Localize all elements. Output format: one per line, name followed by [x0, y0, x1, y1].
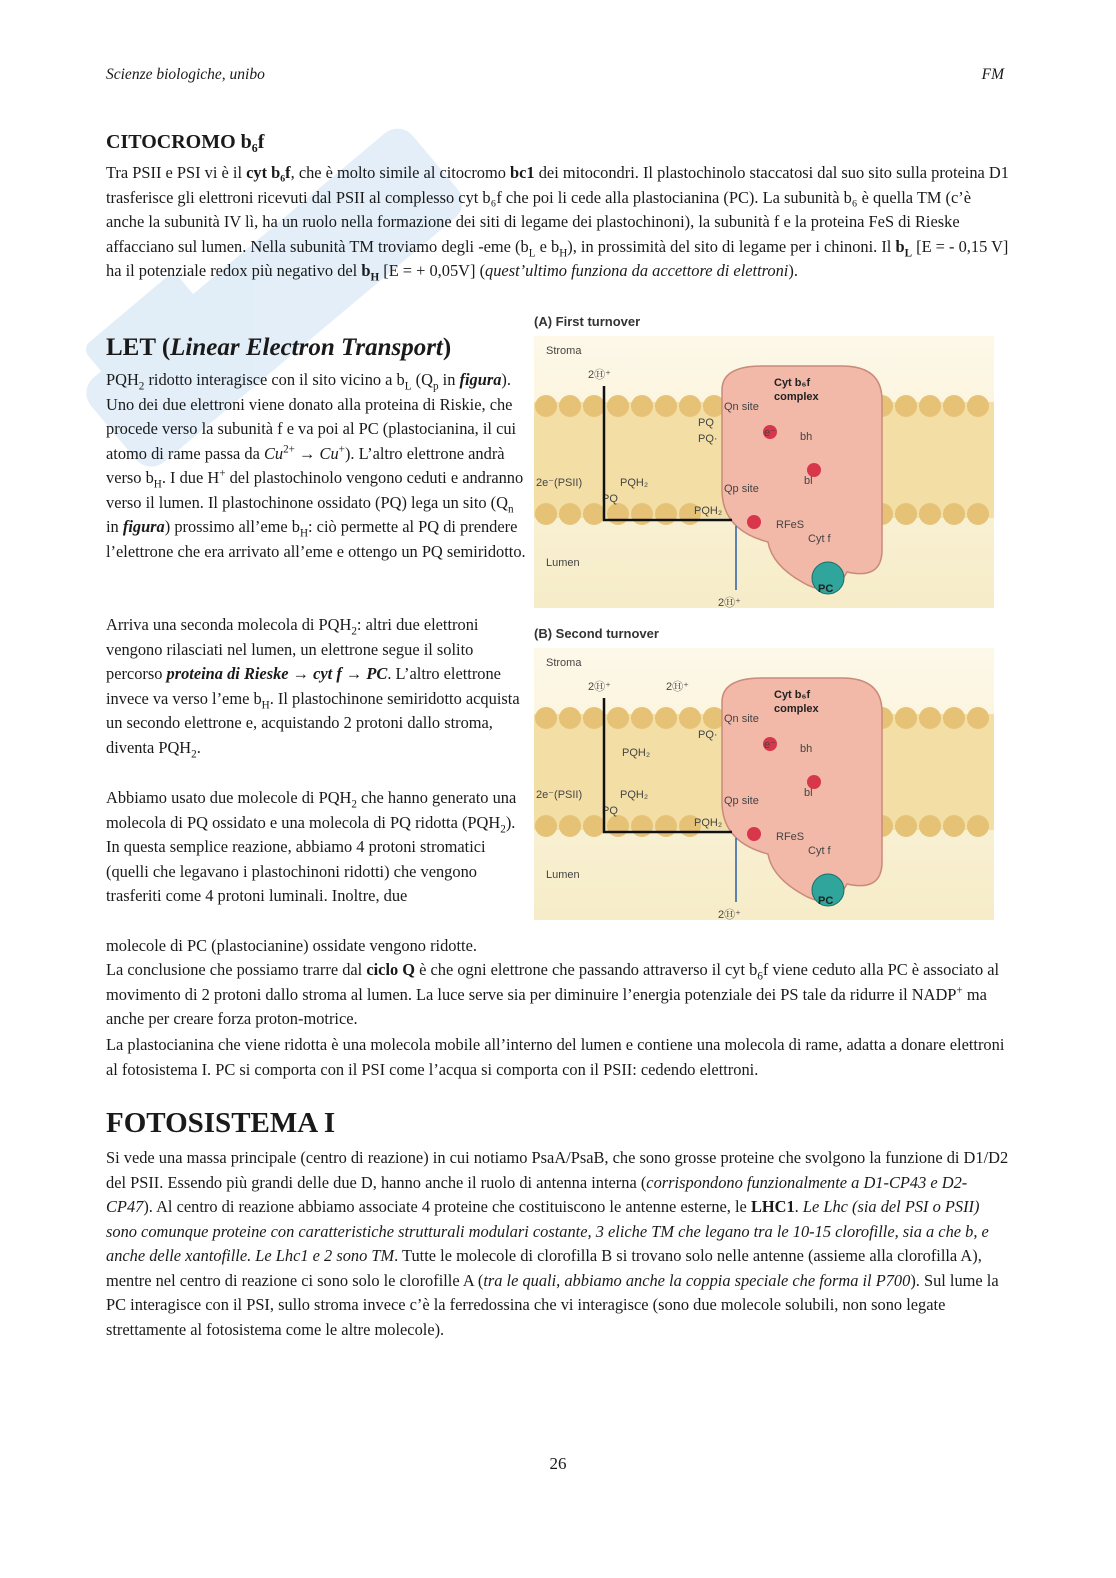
lumen-label-a: Lumen	[546, 557, 580, 569]
pq-label-a2: PQ	[602, 493, 618, 505]
pqdot-label-b: PQ·	[698, 729, 718, 741]
page-number: 26	[549, 1454, 567, 1473]
panel-a-label: (A) First turnover	[534, 314, 641, 329]
pqh2-label-a: PQH₂	[620, 477, 649, 489]
stroma-label-b: Stroma	[546, 657, 582, 669]
psii-label-a: 2e⁻(PSII)	[536, 477, 583, 489]
paragraph-let-3: Abbiamo usato due molecole di $PQH_2$ che hanno generato una molecola di PQ ossidato e una molecola di PQ ridotta $(PQH_2)$. In questa semplice reazione, abbiamo 4 protoni stromatici (quelli che legavano i plastochinoni ridotti) che vengono trasferiti come 4 protoni luminali. Inoltre, due	[106, 788, 517, 905]
complex-label-a2: complex	[774, 391, 819, 403]
bh-label-b: bh	[800, 743, 813, 755]
pq-label-a: PQ	[698, 417, 714, 429]
pc-label-a: PC	[818, 583, 834, 595]
h2-bottom-b: 2Ⓗ⁺	[718, 909, 741, 921]
bl-label-b: bl	[804, 787, 813, 799]
pqh2-label-b: PQH₂	[622, 747, 651, 759]
lumen-label-b: Lumen	[546, 869, 580, 881]
paragraph-let-3b: molecole di PC (plastocianine) ossidate vengono ridotte.	[106, 936, 477, 955]
h2-top-b1: 2Ⓗ⁺	[588, 681, 611, 693]
pqdot-label-a: PQ·	[698, 433, 718, 445]
complex-label-a1: Cyt b₆f	[774, 377, 811, 389]
complex-label-b2: complex	[774, 703, 819, 715]
e-label-b: e⁻	[764, 739, 776, 751]
qn-label-a: Qn site	[724, 401, 759, 413]
pqh2-label-b3: PQH₂	[694, 817, 723, 829]
pqh2-label-a2: PQH₂	[694, 505, 723, 517]
e-label-a: e⁻	[764, 427, 776, 439]
section-title-citocromo: CITOCROMO b₆f	[106, 131, 265, 153]
panel-b-label: (B) Second turnover	[534, 626, 659, 641]
h2-bottom-a: 2Ⓗ⁺	[718, 597, 741, 609]
paragraph-let-5: La plastocianina che viene ridotta è una molecola mobile all’interno del lumen e contiene una molecola di rame, adatta a donare elettroni al fotosistema I. PC si comporta con il PSI come l’acqua si comporta con il PSII: cedendo elettroni.	[106, 1035, 1005, 1079]
paragraph-fotosistema: Si vede una massa principale (centro di reazione) in cui notiamo PsaA/PsaB, che sono grosse proteine che svolgono la funzione di D1/D2 del PSII. Essendo più grandi delle due D, hanno anche il ruolo di antenna interna (corrispondono funzionalmente a D1-CP43 e D2-CP47). Al centro di reazione abbiamo associate 4 proteine che costituiscono le antenne esterne, le LHC1. Le Lhc (sia del PSI o PSII) sono comunque proteine con caratteristiche strutturali modulari costante, 3 eliche TM che legano tra le 10-15 clorofille, sia a che b, e anche delle xantofille. Le Lhc1 e 2 sono TM. Tutte le molecole di clorofilla B si trovano solo nelle antenne (assieme alla clorofilla A), mentre nel centro di reazione ci sono solo le clorofille A (tra le quali, abbiamo anche la coppia speciale che forma il P700). Sul lume la PC interagisce con il PSI, sullo stroma invece c’è la ferredossina che vi interagisce (sono due molecole solubili, non sono legate strettamente al fotosistema come le altre molecole).	[106, 1148, 1009, 1339]
bh-label-a: bh	[800, 431, 813, 443]
pc-label-b: PC	[818, 895, 834, 907]
pq-label-b: PQ	[602, 805, 618, 817]
complex-label-b1: Cyt b₆f	[774, 689, 811, 701]
qp-label-a: Qp site	[724, 483, 759, 495]
cytb6f-figure	[532, 310, 994, 930]
paragraph-let-4: La conclusione che possiamo trarre dal ciclo Q è che ogni elettrone che passando attraverso il cyt $b_6f$ viene ceduto alla PC è associato al movimento di 2 protoni dallo stroma al lumen. La luce serve sia per diminuire l’energia potenziale dei PS tale da ridurre il NADP+ ma anche per creare forza proton-motrice.	[106, 960, 1000, 1028]
psii-label-b: 2e⁻(PSII)	[536, 789, 583, 801]
pqh2-label-b2: PQH₂	[620, 789, 649, 801]
rfes-label-a: RFeS	[776, 519, 805, 531]
section-title-fotosistema: FOTOSISTEMA I	[106, 1107, 336, 1139]
paragraph-let-2: Arriva una seconda molecola di $PQH_2$: altri due elettroni vengono rilasciati nel lumen, un elettrone segue il solito percorso proteina di Rieske → cyt f → PC. L’altro elettrone invece va verso l’eme $b_H$. Il plastochinone semiridotto acquista un secondo elettrone e, acquistando 2 protoni dallo stroma, diventa $PQH_2$.	[106, 615, 520, 760]
bl-label-a: bl	[804, 475, 813, 487]
qn-label-b: Qn site	[724, 713, 759, 725]
h2-top-a: 2Ⓗ⁺	[588, 369, 611, 381]
header-right: FM	[981, 66, 1004, 83]
h2-top-b2: 2Ⓗ⁺	[666, 681, 689, 693]
cytf-label-a: Cyt f	[808, 533, 831, 545]
section-title-let: LET (Linear Electron Transport)	[106, 334, 452, 361]
qp-label-b: Qp site	[724, 795, 759, 807]
paragraph-let-1: $PQH_2$ ridotto interagisce con il sito vicino a $b_L$ ($Q_p$ in figura). Uno dei due elettroni viene donato alla proteina di Riskie, che procede verso la subunità f e va poi al PC (plastocianina, il cui atomo di rame passa da $Cu^{2+} \to Cu^+$). L’altro elettrone andrà verso $b_H$. I due H+ del plastochinolo vengono ceduti e andranno verso il lumen. Il plastochinone ossidato (PQ) lega un sito ($Q_n$ in figura) prossimo all’eme $b_H$: ciò permette al PQ di prendere l’elettrone che era arrivato all’eme e ottengo un PQ semiridotto.	[106, 370, 526, 561]
paragraph-citocromo: Tra PSII e PSI vi è il cyt b₆f, che è molto simile al citocromo bc1 dei mitocondri. Il plastochinolo staccatosi dal suo sito sulla proteina D1 trasferisce gli elettroni ricevuti dal PSII al complesso cyt b₆f che poi li cede alla plastocianina (PC). La subunità b₆ è quella TM (c’è anche la subunità IV lì, ha un ruolo nella formazione dei siti di legame dei plastochinoni), la subunità f e la proteina FeS di Rieske affacciano sul lumen. Nella subunità TM troviamo degli -eme ($b_L$ e $b_H$), in prossimità del sito di legame per i chinoni. Il $b_L$ [E = - 0,15 V] ha il potenziale redox più negativo del $b_H$ [E = + 0,05V] (quest’ultimo funziona da accettore di elettroni).	[106, 163, 1009, 284]
cytf-label-b: Cyt f	[808, 845, 831, 857]
stroma-label-a: Stroma	[546, 345, 582, 357]
header-left: Scienze biologiche, unibo	[106, 66, 265, 83]
rfes-label-b: RFeS	[776, 831, 805, 843]
